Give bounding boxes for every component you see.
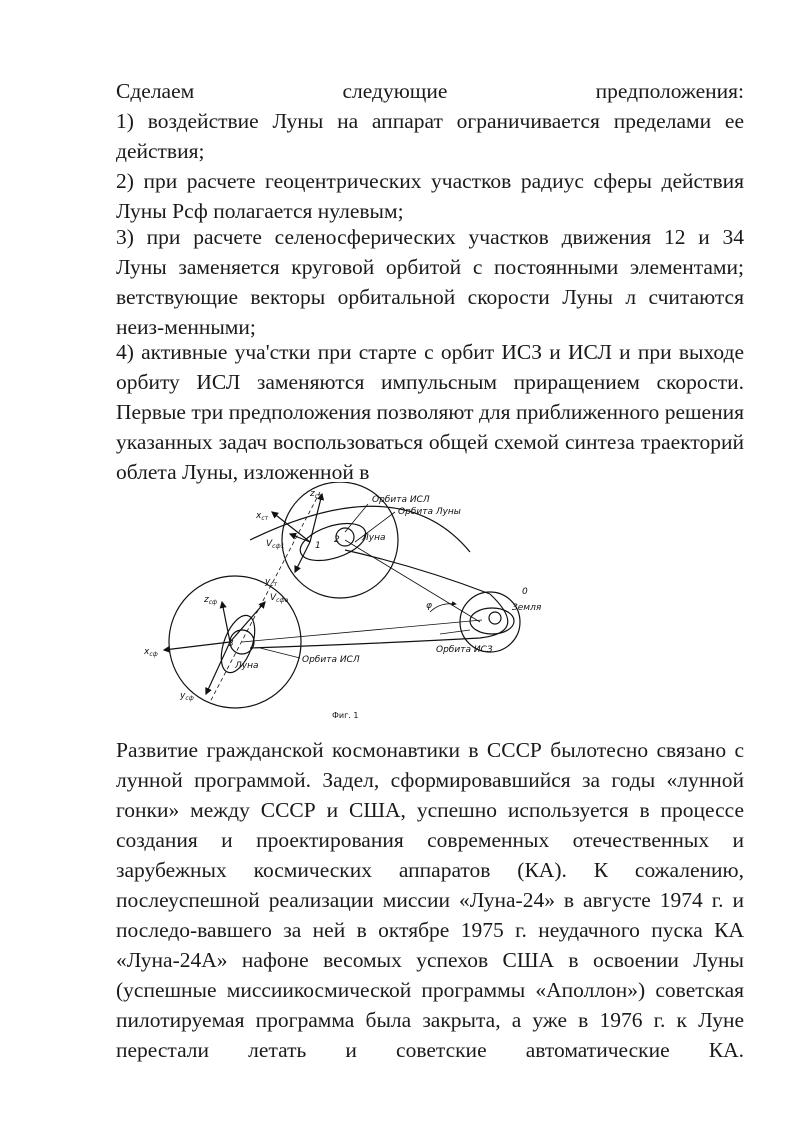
text-line: 3) при расчете селеносферических участков движения 12 и 34 bbox=[116, 225, 744, 249]
figure-caption: Фиг. 1 bbox=[332, 711, 359, 720]
paragraph-assumption-4 bbox=[116, 337, 744, 487]
text-line: указанных задач воспользоваться общей схемой синтеза траекторий bbox=[116, 430, 744, 454]
earth bbox=[489, 612, 501, 624]
leader-orbit-isl-bottom bbox=[260, 648, 300, 658]
text-line: 4) активные уча'стки при старте с орбит ИСЗ и ИСЛ и при выходе bbox=[116, 340, 744, 364]
text-line: Развитие гражданской космонавтики в СССР былотесно связано с bbox=[116, 738, 744, 762]
label-x-top: $x_{ст}$ bbox=[256, 511, 269, 522]
leader-orbit-isz bbox=[440, 630, 470, 634]
text-line: (успешные миссиикосмической программы «Аполлон») советская bbox=[116, 978, 744, 1002]
label-point-0: 0 bbox=[522, 587, 528, 597]
earth-moon-line-2 bbox=[242, 620, 482, 642]
label-point-2: 2 bbox=[334, 535, 340, 545]
text-line: создания и проектирования современных отечественных и bbox=[116, 828, 744, 852]
text-line: облета Луны, изложенной в bbox=[116, 460, 370, 484]
label-orbit-isl-top: Орбита ИСЛ bbox=[372, 495, 430, 505]
axis-dashed bbox=[210, 492, 320, 702]
text-line: неиз-менными; bbox=[116, 315, 256, 339]
moon-sphere-bottom bbox=[169, 576, 301, 708]
x-axis-bottom bbox=[164, 642, 230, 650]
text-line: 1) воздействие Луны на аппарат ограничивается пределами ее bbox=[116, 109, 744, 133]
label-x-bottom: $x_{сф}$ bbox=[144, 647, 158, 658]
label-orbit-isz: Орбита ИСЗ bbox=[436, 645, 493, 655]
label-y-bottom: $y_{сф}$ bbox=[180, 691, 194, 702]
paragraph-assumption-3 bbox=[116, 222, 744, 342]
text-line: 2) при расчете геоцентрических участков радиус сферы действия bbox=[116, 169, 744, 193]
text-line: действия; bbox=[116, 139, 205, 163]
isl-orbit-top bbox=[296, 516, 371, 567]
label-phi: φ bbox=[426, 601, 432, 611]
label-orbit-isl-bottom: Орбита ИСЛ bbox=[302, 655, 360, 665]
text-line: последо-вавшего за ней в октябре 1975 г. неудачного пуска КА bbox=[116, 918, 744, 942]
label-moon-bottom: Луна bbox=[235, 661, 259, 671]
label-y-top: $y_{ст}$ bbox=[265, 577, 278, 588]
text-line: перестали летать и советские автоматические КА. bbox=[116, 1038, 744, 1062]
text-line: «Луна-24А» нафоне весомых успехов США в освоении Луны bbox=[116, 948, 744, 972]
label-z-bottom: $z_{сф}$ bbox=[204, 595, 218, 606]
text-line: Сделаем следующие предположения: bbox=[116, 79, 744, 103]
earth-moon-line bbox=[345, 540, 480, 622]
label-v-top: $V_{сф1}$ bbox=[266, 539, 285, 550]
label-moon-top: Луна bbox=[362, 533, 386, 543]
text-line: пилотируемая программа была закрыта, а уже в 1976 г. к Луне bbox=[116, 1008, 744, 1032]
text-line: лунной программой. Задел, сформировавшийся за годы «лунной bbox=[116, 768, 744, 792]
text-line: гонки» между СССР и США, успешно используется в процессе bbox=[116, 798, 744, 822]
paragraph-history bbox=[116, 735, 744, 1065]
label-z-top: $z_{ст}$ bbox=[310, 489, 322, 500]
text-line: зарубежных космических аппаратов (КА). К сожалению, bbox=[116, 858, 744, 882]
text-line: ветствующие векторы орбитальной скорости Луны л считаются bbox=[116, 285, 744, 309]
text-line: Луны заменяется круговой орбитой с постоянными элементами; bbox=[116, 255, 744, 279]
text-line: орбиту ИСЛ заменяются импульсным приращением скорости. bbox=[116, 370, 744, 394]
y-axis-top bbox=[295, 542, 310, 572]
label-earth: Земля bbox=[512, 603, 542, 613]
label-v-bottom: $V_{сфо}$ bbox=[270, 593, 289, 604]
trajectory-diagram bbox=[140, 482, 560, 722]
text-line: послеуспешной реализации миссии «Луна-24» в августе 1974 г. и bbox=[116, 888, 744, 912]
label-orbit-moon: Орбита Луны bbox=[398, 507, 461, 517]
label-point-3: 3 bbox=[228, 639, 234, 649]
text-line: Луны Рсф полагается нулевым; bbox=[116, 199, 404, 223]
paragraph-assumptions-1-2 bbox=[116, 76, 744, 226]
label-point-1: 1 bbox=[315, 541, 321, 551]
text-line: Первые три предположения позволяют для приближенного решения bbox=[116, 400, 744, 424]
trajectory-upper bbox=[345, 550, 490, 594]
z-axis-top bbox=[310, 494, 322, 542]
trajectory-figure bbox=[140, 482, 560, 722]
